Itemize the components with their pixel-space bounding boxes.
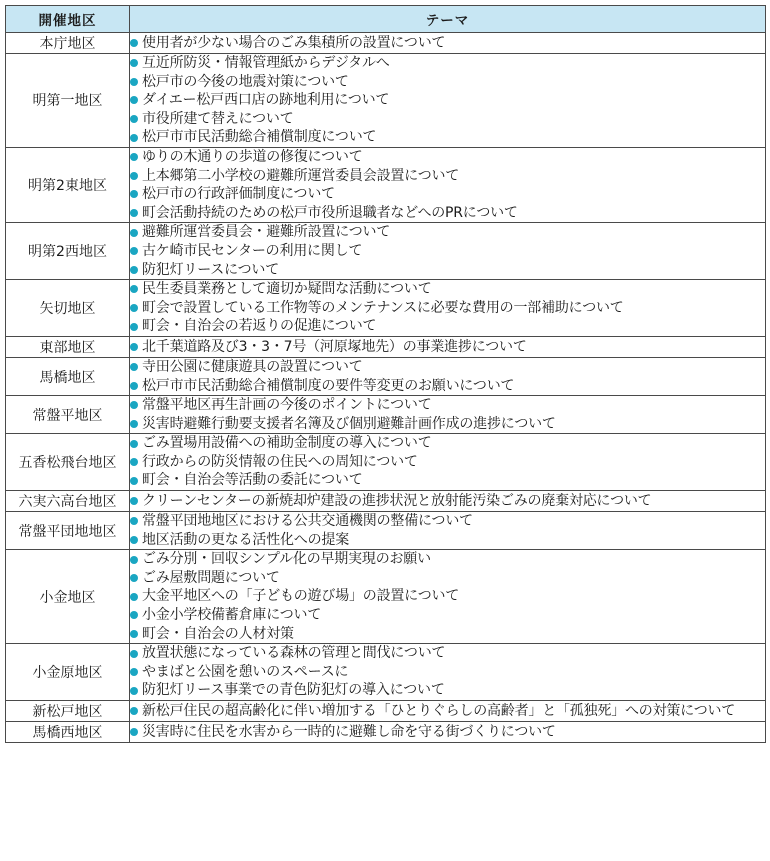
area-cell: 東部地区 (6, 336, 130, 357)
theme-list (130, 396, 765, 433)
theme-item (130, 377, 765, 396)
bullet-icon (130, 134, 138, 142)
theme-text: ゆりの木通りの歩道の修復について (142, 148, 363, 165)
bullet-icon (130, 477, 138, 485)
header-theme: テーマ (130, 6, 766, 33)
bullet-icon (130, 266, 138, 274)
theme-text: クリーンセンターの新焼却炉建設の進捗状況と放射能汚染ごみの廃棄対応について (142, 492, 652, 509)
theme-item (130, 512, 765, 531)
theme-list (130, 644, 765, 700)
bullet-icon (130, 611, 138, 619)
theme-text: 常盤平団地地区における公共交通機関の整備について (142, 513, 473, 530)
theme-list (130, 358, 765, 395)
theme-text: ごみ分別・回収シンプル化の早期実現のお願い (142, 551, 431, 568)
bullet-icon (130, 39, 138, 47)
theme-text: ごみ置場用設備への補助金制度の導入について (142, 435, 432, 452)
bullet-icon (130, 707, 138, 715)
bullet-icon (130, 574, 138, 582)
header-area: 開催地区 (6, 6, 130, 33)
theme-item (130, 434, 765, 453)
table-row (6, 512, 766, 550)
theme-cell (130, 33, 766, 54)
bullet-icon (130, 536, 138, 544)
area-cell: 新松戸地区 (6, 701, 130, 722)
bullet-icon (130, 323, 138, 331)
theme-text: 町会・自治会等活動の委託について (142, 472, 363, 489)
table-row (6, 701, 766, 722)
theme-item (130, 185, 765, 204)
bullet-icon (130, 209, 138, 217)
theme-text: 常盤平地区再生計画の今後のポイントについて (142, 397, 432, 414)
theme-item (130, 358, 765, 377)
bullet-icon (130, 630, 138, 638)
theme-item (130, 702, 765, 721)
theme-list (130, 34, 765, 53)
bullet-icon (130, 593, 138, 601)
theme-cell (130, 280, 766, 337)
theme-text: 町会活動持続のための松戸市役所退職者などへのPRについて (142, 204, 518, 221)
theme-cell (130, 701, 766, 722)
theme-item (130, 644, 765, 663)
bullet-icon (130, 382, 138, 390)
table-row (6, 280, 766, 337)
theme-text: 地区活動の更なる活性化への提案 (142, 531, 349, 548)
theme-text: 災害時に住民を水害から一時的に避難し命を守る街づくりについて (142, 723, 556, 740)
theme-text: 北千葉道路及び3・3・7号（河原塚地先）の事業進捗について (142, 338, 527, 355)
bullet-icon (130, 363, 138, 371)
theme-text: 松戸市市民活動総合補償制度の要件等変更のお願いについて (142, 377, 515, 394)
theme-text: 大金平地区への「子どもの遊び場」の設置について (142, 588, 460, 605)
bullet-icon (130, 343, 138, 351)
bullet-icon (130, 517, 138, 525)
theme-text: 互近所防災・情報管理紙からデジタルへ (142, 55, 390, 71)
theme-cell (130, 550, 766, 644)
theme-item (130, 471, 765, 490)
theme-text: 市役所建て替えについて (142, 110, 294, 127)
table-row (6, 336, 766, 357)
theme-text: 町会・自治会の若返りの促進について (142, 318, 377, 335)
bullet-icon (130, 229, 138, 237)
area-cell: 本庁地区 (6, 33, 130, 54)
theme-text: 松戸市の今後の地震対策について (142, 73, 349, 90)
theme-text: 放置状態になっている森林の管理と間伐について (142, 645, 446, 662)
theme-cell (130, 336, 766, 357)
theme-list (130, 54, 765, 147)
meeting-topics-table (5, 5, 766, 743)
bullet-icon (130, 687, 138, 695)
theme-list (130, 434, 765, 490)
theme-text: ダイエー松戸西口店の跡地利用について (142, 92, 390, 109)
header-row (6, 6, 766, 33)
bullet-icon (130, 728, 138, 736)
theme-item (130, 587, 765, 606)
theme-cell (130, 434, 766, 491)
area-cell: 六実六高台地区 (6, 491, 130, 512)
theme-item (130, 681, 765, 700)
theme-list (130, 550, 765, 643)
bullet-icon (130, 304, 138, 312)
theme-text: 町会・自治会の人材対策 (142, 625, 294, 642)
theme-item (130, 73, 765, 92)
theme-text: やまばと公園を憩いのスペースに (142, 663, 349, 680)
theme-text: 町会で設置している工作物等のメンテナンスに必要な費用の一部補助について (142, 299, 624, 316)
theme-cell (130, 147, 766, 222)
theme-item (130, 148, 765, 167)
theme-list (130, 338, 765, 357)
theme-item (130, 550, 765, 569)
theme-item (130, 34, 765, 53)
theme-cell (130, 54, 766, 148)
theme-item (130, 338, 765, 357)
theme-list (130, 702, 765, 721)
table-row (6, 434, 766, 491)
theme-cell (130, 491, 766, 512)
area-cell: 明第2西地区 (6, 223, 130, 280)
theme-text: ごみ屋敷問題について (142, 569, 280, 586)
theme-cell (130, 357, 766, 395)
bullet-icon (130, 115, 138, 123)
theme-list (130, 723, 765, 742)
theme-item (130, 492, 765, 511)
theme-cell (130, 512, 766, 550)
area-cell: 馬橋西地区 (6, 722, 130, 743)
area-cell: 矢切地区 (6, 280, 130, 337)
theme-text: 防犯灯リース事業での青色防犯灯の導入について (142, 682, 445, 699)
theme-item (130, 531, 765, 550)
table-row (6, 722, 766, 743)
theme-cell (130, 722, 766, 743)
theme-text: 松戸市の行政評価制度について (142, 186, 335, 203)
theme-item (130, 54, 765, 73)
bullet-icon (130, 59, 138, 67)
table-row (6, 223, 766, 280)
table-row (6, 396, 766, 434)
theme-item (130, 606, 765, 625)
theme-list (130, 512, 765, 549)
theme-text: 防犯灯リースについて (142, 261, 280, 278)
bullet-icon (130, 172, 138, 180)
theme-item (130, 453, 765, 472)
theme-list (130, 280, 765, 336)
bullet-icon (130, 497, 138, 505)
theme-item (130, 261, 765, 280)
theme-item (130, 242, 765, 261)
theme-item (130, 569, 765, 588)
theme-item (130, 723, 765, 742)
table-row (6, 33, 766, 54)
theme-text: 古ケ崎市民センターの利用に関して (142, 242, 363, 259)
theme-item (130, 663, 765, 682)
area-cell: 馬橋地区 (6, 357, 130, 395)
theme-list (130, 148, 765, 222)
area-cell: 明第2東地区 (6, 147, 130, 222)
bullet-icon (130, 285, 138, 293)
bullet-icon (130, 401, 138, 409)
theme-item (130, 317, 765, 336)
theme-text: 小金小学校備蓄倉庫について (142, 607, 322, 624)
bullet-icon (130, 458, 138, 466)
theme-text: 災害時避難行動要支援者名簿及び個別避難計画作成の進捗について (142, 415, 556, 432)
table-row (6, 357, 766, 395)
table-row (6, 147, 766, 222)
bullet-icon (130, 556, 138, 564)
theme-cell (130, 396, 766, 434)
table-row (6, 54, 766, 148)
bullet-icon (130, 153, 138, 161)
theme-text: 行政からの防災情報の住民への周知について (142, 453, 418, 470)
theme-text: 松戸市市民活動総合補償制度について (142, 129, 377, 146)
theme-item (130, 110, 765, 129)
theme-text: 新松戸住民の超高齢化に伴い増加する「ひとりぐらしの高齢者」と「孤独死」への対策について (142, 702, 736, 719)
bullet-icon (130, 190, 138, 198)
theme-item (130, 223, 765, 242)
theme-list (130, 492, 765, 511)
theme-item (130, 396, 765, 415)
theme-text: 民生委員業務として適切か疑問な活動について (142, 281, 432, 298)
theme-cell (130, 644, 766, 701)
theme-item (130, 280, 765, 299)
theme-item (130, 299, 765, 318)
area-cell: 小金地区 (6, 550, 130, 644)
theme-text: 避難所運営委員会・避難所設置について (142, 224, 391, 241)
table-row (6, 550, 766, 644)
theme-item (130, 128, 765, 147)
theme-item (130, 91, 765, 110)
bullet-icon (130, 668, 138, 676)
bullet-icon (130, 96, 138, 104)
area-cell: 常盤平地区 (6, 396, 130, 434)
bullet-icon (130, 440, 138, 448)
theme-cell (130, 223, 766, 280)
bullet-icon (130, 78, 138, 86)
theme-text: 寺田公園に健康遊具の設置について (142, 358, 363, 375)
bullet-icon (130, 247, 138, 255)
area-cell: 明第一地区 (6, 54, 130, 148)
theme-item (130, 415, 765, 434)
theme-text: 使用者が少ない場合のごみ集積所の設置について (142, 34, 446, 51)
area-cell: 小金原地区 (6, 644, 130, 701)
bullet-icon (130, 420, 138, 428)
table-row (6, 644, 766, 701)
theme-item (130, 625, 765, 644)
theme-item (130, 167, 765, 186)
theme-text: 上本郷第二小学校の避難所運営委員会設置について (142, 167, 460, 184)
bullet-icon (130, 650, 138, 658)
theme-list (130, 223, 765, 279)
area-cell: 五香松飛台地区 (6, 434, 130, 491)
table-row (6, 491, 766, 512)
theme-item (130, 204, 765, 223)
area-cell: 常盤平団地地区 (6, 512, 130, 550)
